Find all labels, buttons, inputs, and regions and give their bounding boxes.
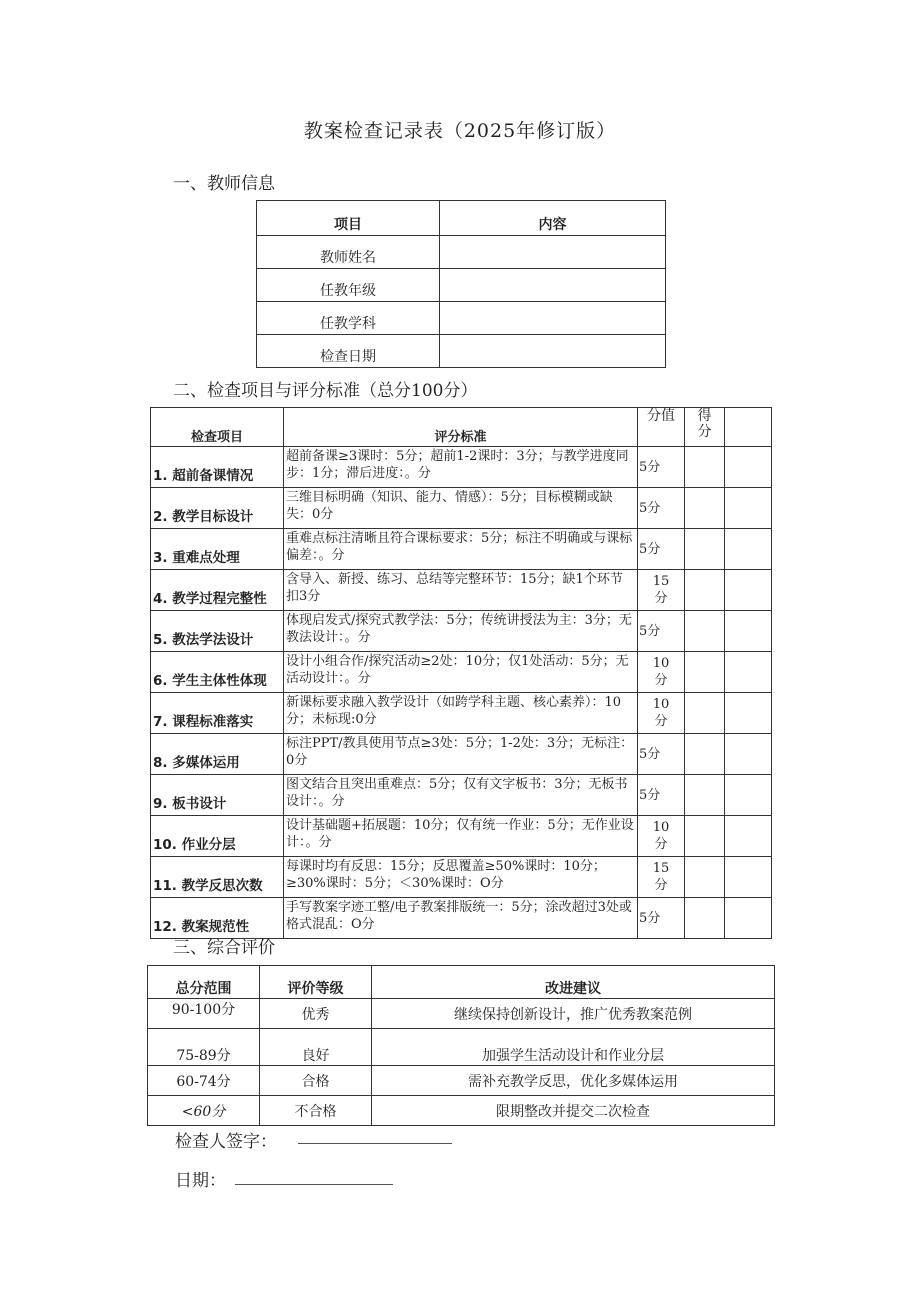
header-criteria: 评分标准 xyxy=(284,408,638,447)
score-value: 5分 xyxy=(638,775,685,816)
header-score: 分值 xyxy=(638,408,685,447)
got-score-cell[interactable] xyxy=(685,570,725,611)
evaluation-table xyxy=(147,965,775,1126)
extra-cell xyxy=(725,734,772,775)
score-value: 5分 xyxy=(638,898,685,939)
item-label: 7. 课程标准落实 xyxy=(151,693,284,734)
teacher-name-label: 教师姓名 xyxy=(257,236,440,269)
level: 良好 xyxy=(260,1029,372,1066)
item-label: 5. 教法学法设计 xyxy=(151,611,284,652)
score-value: 5分 xyxy=(638,447,685,488)
got-score-cell[interactable] xyxy=(685,529,725,570)
score-range: 60-74分 xyxy=(148,1066,260,1096)
item-label: 1. 超前备课情况 xyxy=(151,447,284,488)
score-value: 10分 xyxy=(638,693,685,734)
got-score-cell[interactable] xyxy=(685,857,725,898)
header-item: 项目 xyxy=(257,201,440,236)
score-value: 10分 xyxy=(638,652,685,693)
got-score-cell[interactable] xyxy=(685,693,725,734)
score-value: 5分 xyxy=(638,488,685,529)
extra-cell xyxy=(725,611,772,652)
got-score-cell[interactable] xyxy=(685,816,725,857)
item-label: 6. 学生主体性体现 xyxy=(151,652,284,693)
score-value: 15分 xyxy=(638,570,685,611)
advice: 继续保持创新设计，推广优秀教案范例 xyxy=(372,999,775,1029)
level: 优秀 xyxy=(260,999,372,1029)
item-label: 8. 多媒体运用 xyxy=(151,734,284,775)
item-label: 3. 重难点处理 xyxy=(151,529,284,570)
criteria-text: 新课标要求融入教学设计（如跨学科主题、核心素养）：10分；未标现:0分 xyxy=(284,693,638,734)
teacher-info-table xyxy=(256,200,666,368)
advice: 限期整改并提交二次检查 xyxy=(372,1096,775,1126)
item-label: 11. 教学反思次数 xyxy=(151,857,284,898)
header-check-item: 检查项目 xyxy=(151,408,284,447)
got-score-cell[interactable] xyxy=(685,734,725,775)
criteria-text: 体现启发式/探究式教学法：5分；传统讲授法为主：3分；无教法设计：。分 xyxy=(284,611,638,652)
score-range: <60分 xyxy=(148,1096,260,1126)
header-blank xyxy=(725,408,772,447)
criteria-text: 含导入、新授、练习、总结等完整环节：15分；缺1个环节扣3分 xyxy=(284,570,638,611)
got-score-cell[interactable] xyxy=(685,652,725,693)
header-score-range: 总分范围 xyxy=(148,966,260,999)
header-got-score: 得分 xyxy=(685,408,725,447)
score-value: 5分 xyxy=(638,734,685,775)
extra-cell xyxy=(725,529,772,570)
subject-field[interactable] xyxy=(440,302,666,335)
got-score-cell[interactable] xyxy=(685,898,725,939)
page-title: 教案检查记录表（2025年修订版） xyxy=(303,120,617,142)
advice: 需补充教学反思，优化多媒体运用 xyxy=(372,1066,775,1096)
criteria-text: 标注PPT/教具使用节点≥3处：5分；1-2处：3分；无标注：0分 xyxy=(284,734,638,775)
criteria-text: 图文结合且突出重难点：5分；仅有文字板书：3分；无板书设计：。分 xyxy=(284,775,638,816)
section-3-heading: 三、综合评价 xyxy=(173,938,275,958)
date-line[interactable] xyxy=(235,1184,393,1185)
criteria-text: 超前备课≥3课时：5分；超前1-2课时：3分；与教学进度同步：1分；滞后进度：。分 xyxy=(284,447,638,488)
grade-label: 任教年级 xyxy=(257,269,440,302)
extra-cell xyxy=(725,652,772,693)
date-label: 日期： xyxy=(175,1171,226,1191)
got-score-cell[interactable] xyxy=(685,611,725,652)
score-value: 5分 xyxy=(638,529,685,570)
header-level: 评价等级 xyxy=(260,966,372,999)
criteria-text: 三维目标明确（知识、能力、情感）：5分；目标模糊或缺失：0分 xyxy=(284,488,638,529)
check-date-label: 检查日期 xyxy=(257,335,440,368)
inspector-signature-line[interactable] xyxy=(298,1143,452,1144)
item-label: 10. 作业分层 xyxy=(151,816,284,857)
criteria-text: 手写教案字迹工整/电子教案排版统一：5分；涂改超过3处或格式混乱：O分 xyxy=(284,898,638,939)
score-range: 90-100分 xyxy=(148,999,260,1029)
scoring-table xyxy=(150,407,772,939)
grade-field[interactable] xyxy=(440,269,666,302)
criteria-text: 每课时均有反思：15分；反思覆盖≥50%课时：10分；≥30%课时：5分；＜30%课时：O分 xyxy=(284,857,638,898)
score-value: 10分 xyxy=(638,816,685,857)
header-content: 内容 xyxy=(440,201,666,236)
advice: 加强学生活动设计和作业分层 xyxy=(372,1029,775,1066)
score-value: 15分 xyxy=(638,857,685,898)
item-label: 2. 教学目标设计 xyxy=(151,488,284,529)
item-label: 12. 教案规范性 xyxy=(151,898,284,939)
item-label: 4. 教学过程完整性 xyxy=(151,570,284,611)
extra-cell xyxy=(725,693,772,734)
item-label: 9. 板书设计 xyxy=(151,775,284,816)
teacher-name-field[interactable] xyxy=(440,236,666,269)
got-score-cell[interactable] xyxy=(685,447,725,488)
section-2-heading: 二、检查项目与评分标准（总分100分） xyxy=(173,381,478,401)
score-range: 75-89分 xyxy=(148,1029,260,1066)
header-advice: 改进建议 xyxy=(372,966,775,999)
inspector-signature-label: 检查人签字： xyxy=(175,1132,277,1152)
criteria-text: 设计基础题+拓展题：10分；仅有统一作业：5分；无作业设计：。分 xyxy=(284,816,638,857)
score-value: 5分 xyxy=(638,611,685,652)
extra-cell xyxy=(725,570,772,611)
section-1-heading: 一、教师信息 xyxy=(173,174,275,194)
extra-cell xyxy=(725,857,772,898)
subject-label: 任教学科 xyxy=(257,302,440,335)
level: 合格 xyxy=(260,1066,372,1096)
criteria-text: 设计小组合作/探究活动≥2处：10分；仅1处活动：5分；无活动设计：。分 xyxy=(284,652,638,693)
extra-cell xyxy=(725,816,772,857)
extra-cell xyxy=(725,488,772,529)
criteria-text: 重难点标注清晰且符合课标要求：5分；标注不明确或与课标偏差：。分 xyxy=(284,529,638,570)
extra-cell xyxy=(725,447,772,488)
extra-cell xyxy=(725,775,772,816)
check-date-field[interactable] xyxy=(440,335,666,368)
got-score-cell[interactable] xyxy=(685,488,725,529)
got-score-cell[interactable] xyxy=(685,775,725,816)
level: 不合格 xyxy=(260,1096,372,1126)
extra-cell xyxy=(725,898,772,939)
